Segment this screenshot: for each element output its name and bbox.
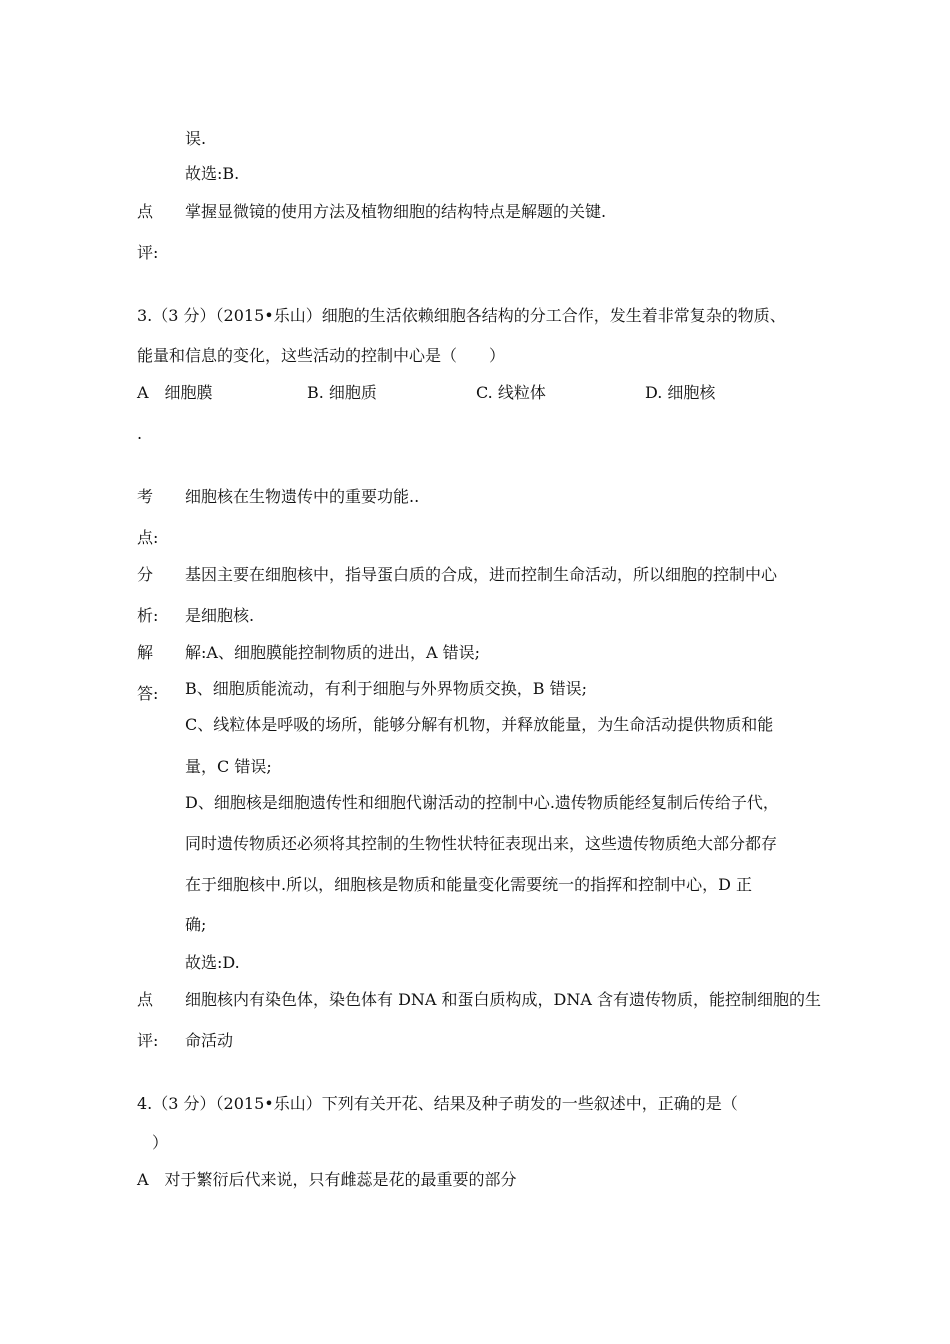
q3-analysis-label-1: 分 bbox=[137, 565, 154, 584]
q3-solution-line: 在于细胞核中.所以，细胞核是物质和能量变化需要统一的指挥和控制中心，D 正 bbox=[185, 875, 753, 894]
q4-stem-line2: ） bbox=[152, 1133, 169, 1152]
q3-point-label-1: 考 bbox=[137, 487, 154, 506]
q3-option-c: C. 线粒体 bbox=[476, 383, 546, 402]
q3-solution-line: 量，C 错误; bbox=[185, 757, 272, 776]
q4-stem-line1: 4.（3 分）（2015•乐山）下列有关开花、结果及种子萌发的一些叙述中，正确的是（ bbox=[137, 1094, 738, 1113]
q3-solution-line: B、细胞质能流动，有利于细胞与外界物质交换，B 错误; bbox=[185, 679, 587, 698]
q3-comment-label-2: 评: bbox=[137, 1031, 159, 1050]
q3-comment-line2: 命活动 bbox=[185, 1031, 234, 1050]
q3-stem-line2: 能量和信息的变化，这些活动的控制中心是（ ） bbox=[137, 346, 506, 365]
prev-comment-label-2: 评: bbox=[137, 243, 159, 262]
prev-choice: 故选:B. bbox=[185, 164, 240, 183]
q3-analysis-line1: 基因主要在细胞核中，指导蛋白质的合成，进而控制生命活动，所以细胞的控制中心 bbox=[185, 565, 778, 584]
q3-solution-line: 同时遗传物质还必须将其控制的生物性状特征表现出来，这些遗传物质绝大部分都存 bbox=[185, 834, 778, 853]
q3-solution-label-1: 解 bbox=[137, 643, 154, 662]
q3-option-a: A 细胞膜 bbox=[137, 383, 213, 402]
q3-solution-line: 确; bbox=[185, 915, 207, 934]
q3-solution-line: D、细胞核是细胞遗传性和细胞代谢活动的控制中心.遗传物质能经复制后传给子代， bbox=[185, 793, 779, 812]
q3-stem-line1: 3.（3 分）（2015•乐山）细胞的生活依赖细胞各结构的分工合作，发生着非常复杂的物质、 bbox=[137, 306, 786, 325]
q3-option-b: B. 细胞质 bbox=[307, 383, 377, 402]
prev-answer-tail: 误. bbox=[185, 129, 207, 148]
q3-solution-label-2: 答: bbox=[137, 684, 159, 703]
q3-comment-line1: 细胞核内有染色体，染色体有 DNA 和蛋白质构成，DNA 含有遗传物质，能控制细胞的生 bbox=[185, 990, 822, 1009]
q4-option-a: A 对于繁衍后代来说，只有雌蕊是花的最重要的部分 bbox=[137, 1170, 517, 1189]
q3-comment-label-1: 点 bbox=[137, 990, 154, 1009]
q3-solution-line: 故选:D. bbox=[185, 953, 240, 972]
q3-analysis-label-2: 析: bbox=[137, 606, 159, 625]
q3-analysis-line2: 是细胞核. bbox=[185, 606, 255, 625]
prev-comment: 掌握显微镜的使用方法及植物细胞的结构特点是解题的关键. bbox=[185, 202, 607, 221]
q3-point: 细胞核在生物遗传中的重要功能.. bbox=[185, 487, 420, 506]
prev-comment-label-1: 点 bbox=[137, 202, 154, 221]
q3-solution-line: 解:A、细胞膜能控制物质的进出，A 错误; bbox=[185, 643, 480, 662]
q3-option-dot: . bbox=[137, 424, 143, 443]
q3-option-d: D. 细胞核 bbox=[645, 383, 716, 402]
q3-solution-line: C、线粒体是呼吸的场所，能够分解有机物，并释放能量，为生命活动提供物质和能 bbox=[185, 715, 774, 734]
q3-point-label-2: 点: bbox=[137, 528, 159, 547]
